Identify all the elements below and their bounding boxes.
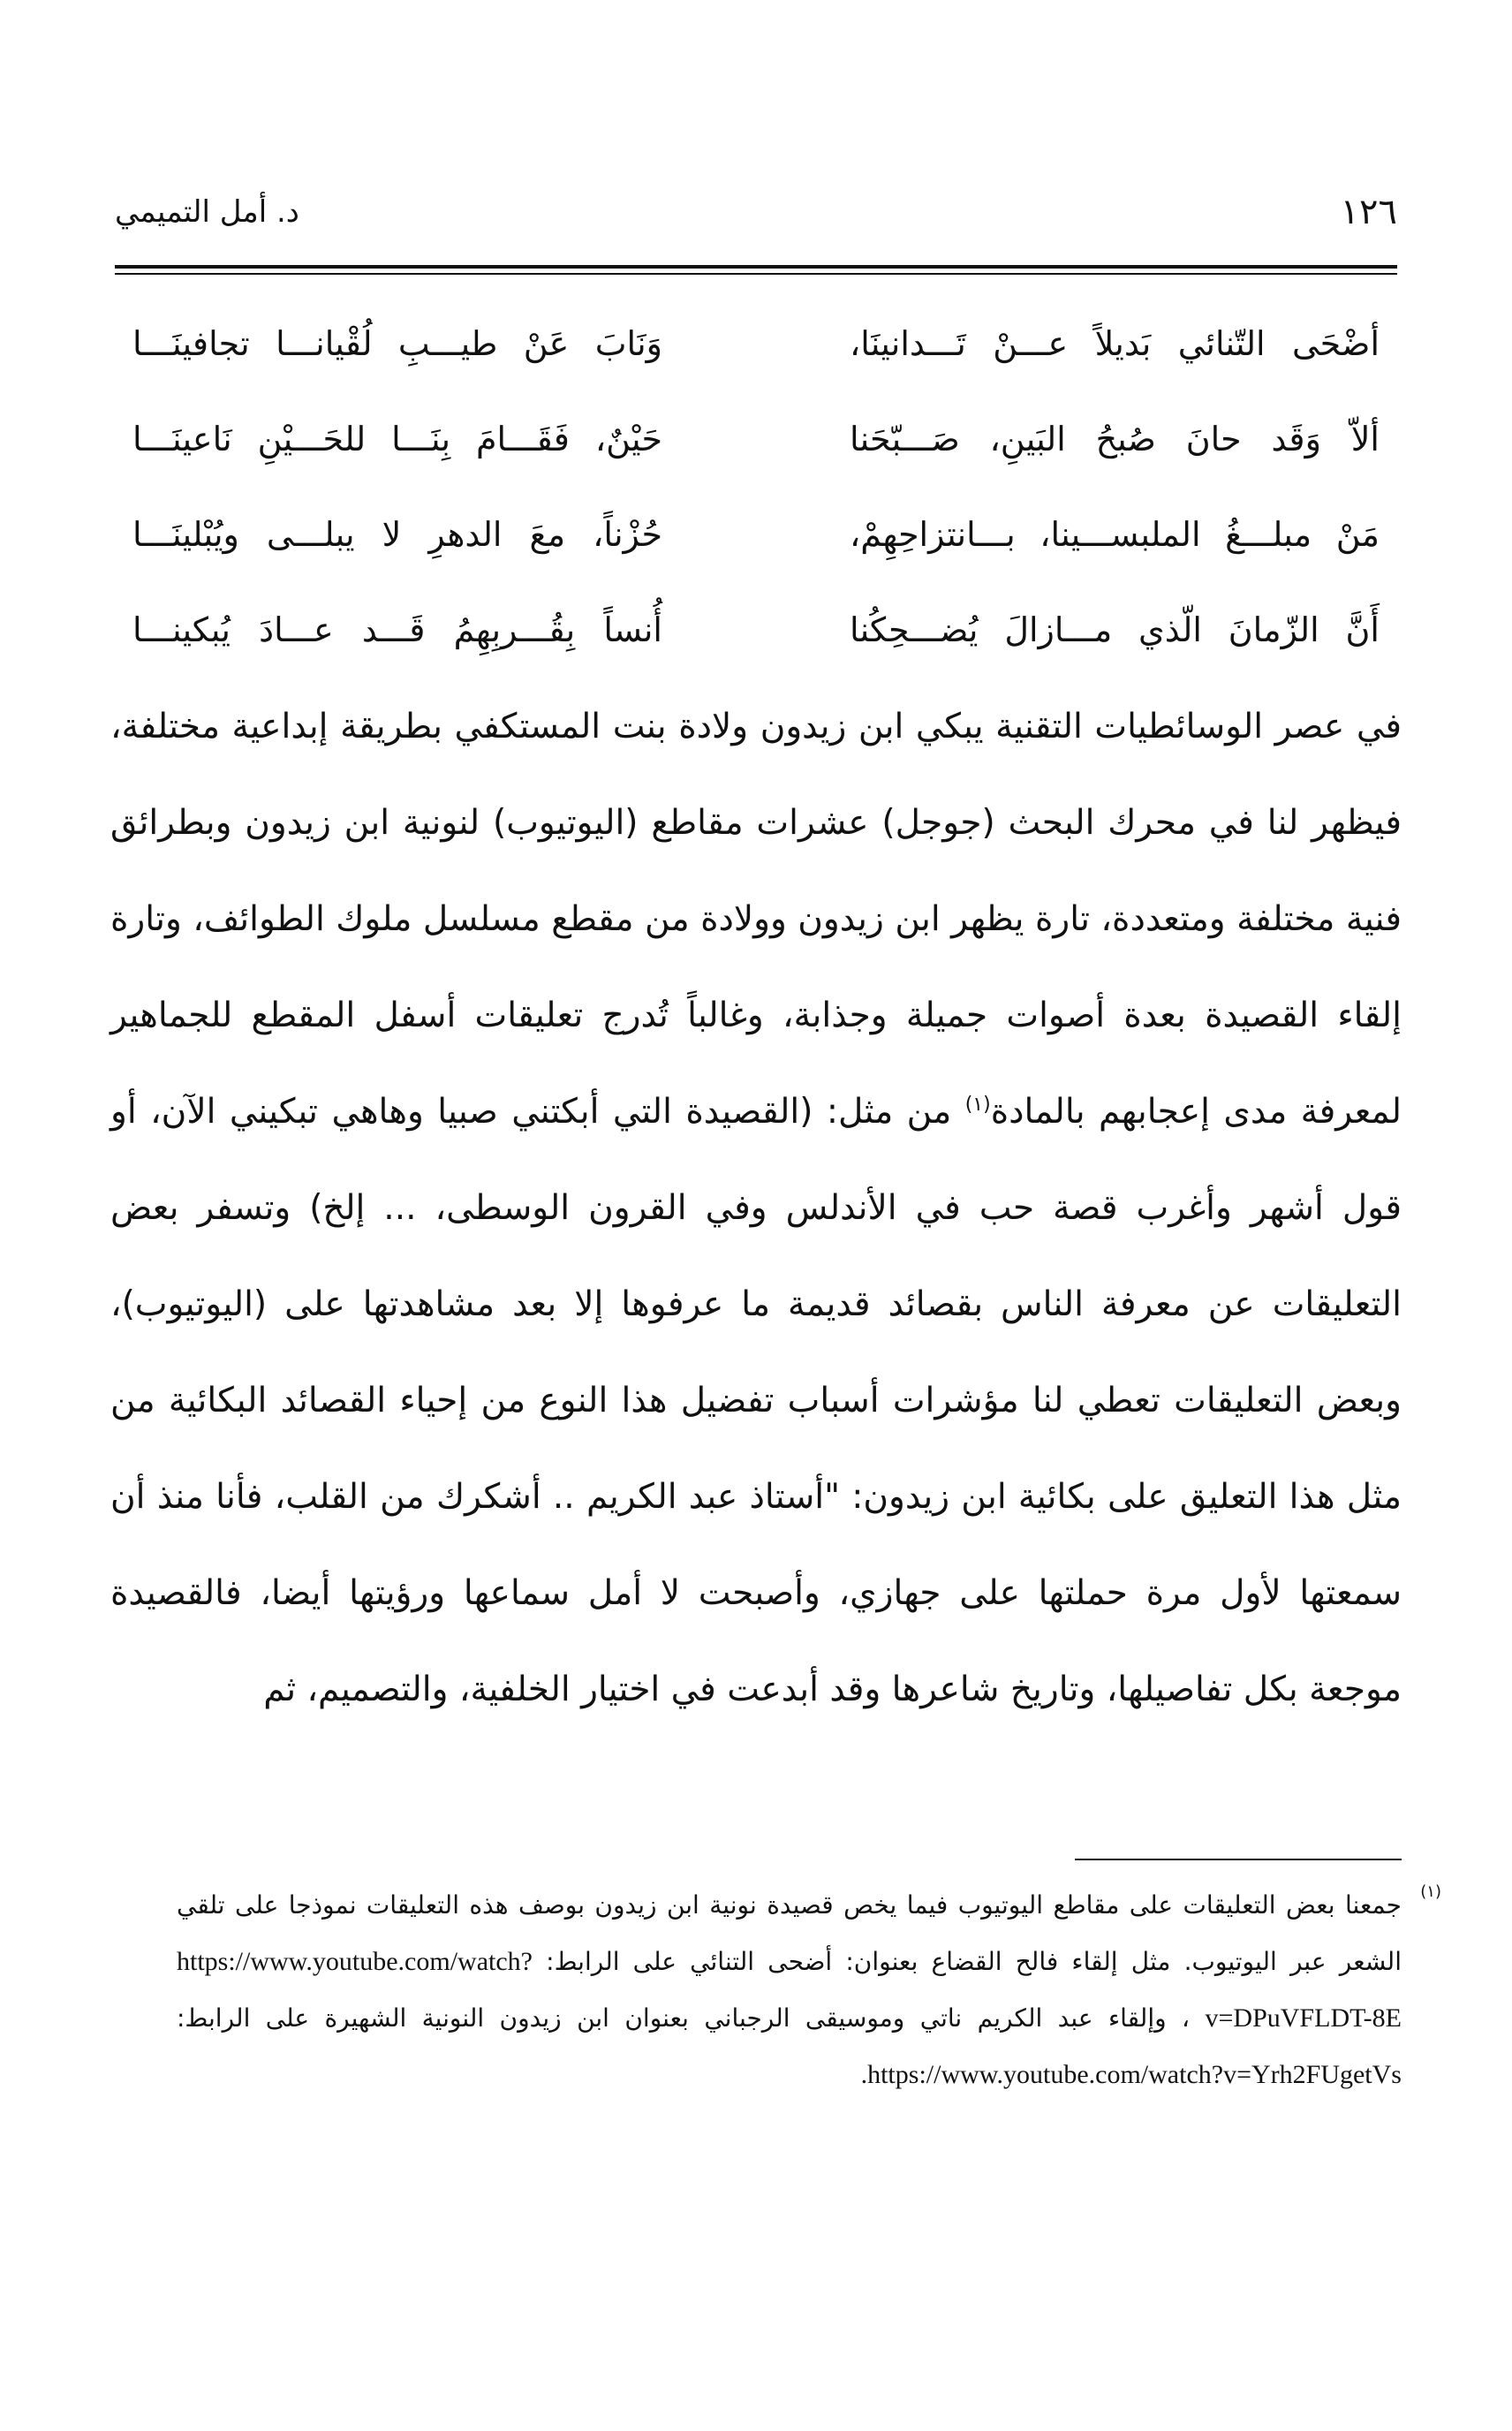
poem-verse xyxy=(132,582,1380,678)
footnote-link-2[interactable]: .https://www.youtube.com/watch?v=Yrh2FUgetVs xyxy=(860,2060,1402,2089)
verse-second-hemistich: وَنَابَ عَنْ طيـــبِ لُقْيانـــا تجافينَـــا xyxy=(132,324,662,363)
body-paragraph xyxy=(110,678,1402,1738)
verse-first-hemistich: أضْحَى التّنائي بَديلاً عـــنْ تَـــدانينَا، xyxy=(850,324,1380,363)
header-rule-thin xyxy=(115,273,1397,275)
footnote-link-1[interactable]: https://www.youtube.com/watch?v=DPuVFLDT-8E xyxy=(177,1947,1402,2033)
verse-second-hemistich: حُزْناً، معَ الدهرِ لا يبلـــى ويُبْلينَـــا xyxy=(132,515,662,554)
verse-first-hemistich: أَنَّ الزّمانَ الّذي مـــازالَ يُضـــحِكُنا xyxy=(850,610,1380,649)
running-head-author: د. أمل التميمي xyxy=(115,194,299,230)
footnote-text-part2: ، وإلقاء عبد الكريم ناتي وموسيقى الرجباني بعنوان ابن زيدون النونية الشهيرة على الرابط: xyxy=(177,2003,1206,2033)
page-number: ١٢٦ xyxy=(1340,192,1397,232)
footnote xyxy=(177,1877,1441,2103)
footnote-number: (١) xyxy=(1420,1882,1441,1901)
verse-second-hemistich: حَيْنٌ، فَقَـــامَ بِنَـــا للحَـــيْنِ نَاعينَـــا xyxy=(132,420,662,458)
poem-verse xyxy=(132,391,1380,487)
poem-verse xyxy=(132,487,1380,582)
header-rule-thick xyxy=(115,265,1397,269)
poem-block xyxy=(132,296,1380,678)
verse-second-hemistich: أُنساً بِقُـــربِهِمُ قَـــد عـــادَ يُبكينـــا xyxy=(132,610,662,649)
body-text-part2: من مثل: (القصيدة التي أبكتني صبيا وهاهي تبكيني الآن، أو قول أشهر وأغرب قصة حب في الأندلس وفي القرون الوسطى، ... إلخ) وتسفر بعض التعليقات عن معرفة الناس بقصائد قديمة ما عرفوها إلا بعد مشاهدتها على (اليوتيوب)، وبعض التعليقات تعطي لنا مؤشرات أسباب تفضيل هذا النوع من إحياء القصائد البكائية من مثل هذا التعليق على بكائية ابن زيدون: "أستاذ عبد الكريم .. أشكرك من القلب، فأنا منذ أن سمعتها لأول مرة حملتها على جهازي، وأصبحت لا أمل سماعها ورؤيتها أيضا، فالقصيدة موجعة بكل تفاصيلها، وتاريخ شاعرها وقد أبدعت في اختيار الخلفية، والتصميم، ثم xyxy=(110,1092,1402,1709)
poem-verse xyxy=(132,296,1380,391)
footnote-reference[interactable]: (١) xyxy=(964,1094,991,1116)
verse-first-hemistich: ألاّ وَقَد حانَ صُبحُ البَينِ، صَـــبّحَنا xyxy=(850,420,1380,458)
footnote-separator xyxy=(1075,1859,1402,1860)
body-text-part1: في عصر الوسائطيات التقنية يبكي ابن زيدون ولادة بنت المستكفي بطريقة إبداعية مختلفة، فيظهر لنا في محرك البحث (جوجل) عشرات مقاطع (اليوتيوب) لنونية ابن زيدون وبطرائق فنية مختلفة ومتعددة، تارة يظهر ابن زيدون وولادة من مقطع مسلسل ملوك الطوائف، وتارة إلقاء القصيدة بعدة أصوات جميلة وجذابة، وغالباً تُدرج تعليقات أسفل المقطع للجماهير لمعرفة مدى إعجابهم بالمادة xyxy=(110,707,1402,1132)
footnote-text-part1: جمعنا بعض التعليقات على مقاطع اليوتيوب فيما يخص قصيدة نونية ابن زيدون بوصف هذه التعليقات نموذجا على تلقي الشعر عبر اليوتيوب. مثل إلقاء فالح القضاع بعنوان: أضحى التنائي على الرابط: xyxy=(177,1890,1402,1976)
verse-first-hemistich: مَنْ مبلـــغُ الملبســـينا، بـــانتزاحِهِمْ، xyxy=(850,515,1380,554)
page-header xyxy=(115,186,1397,239)
